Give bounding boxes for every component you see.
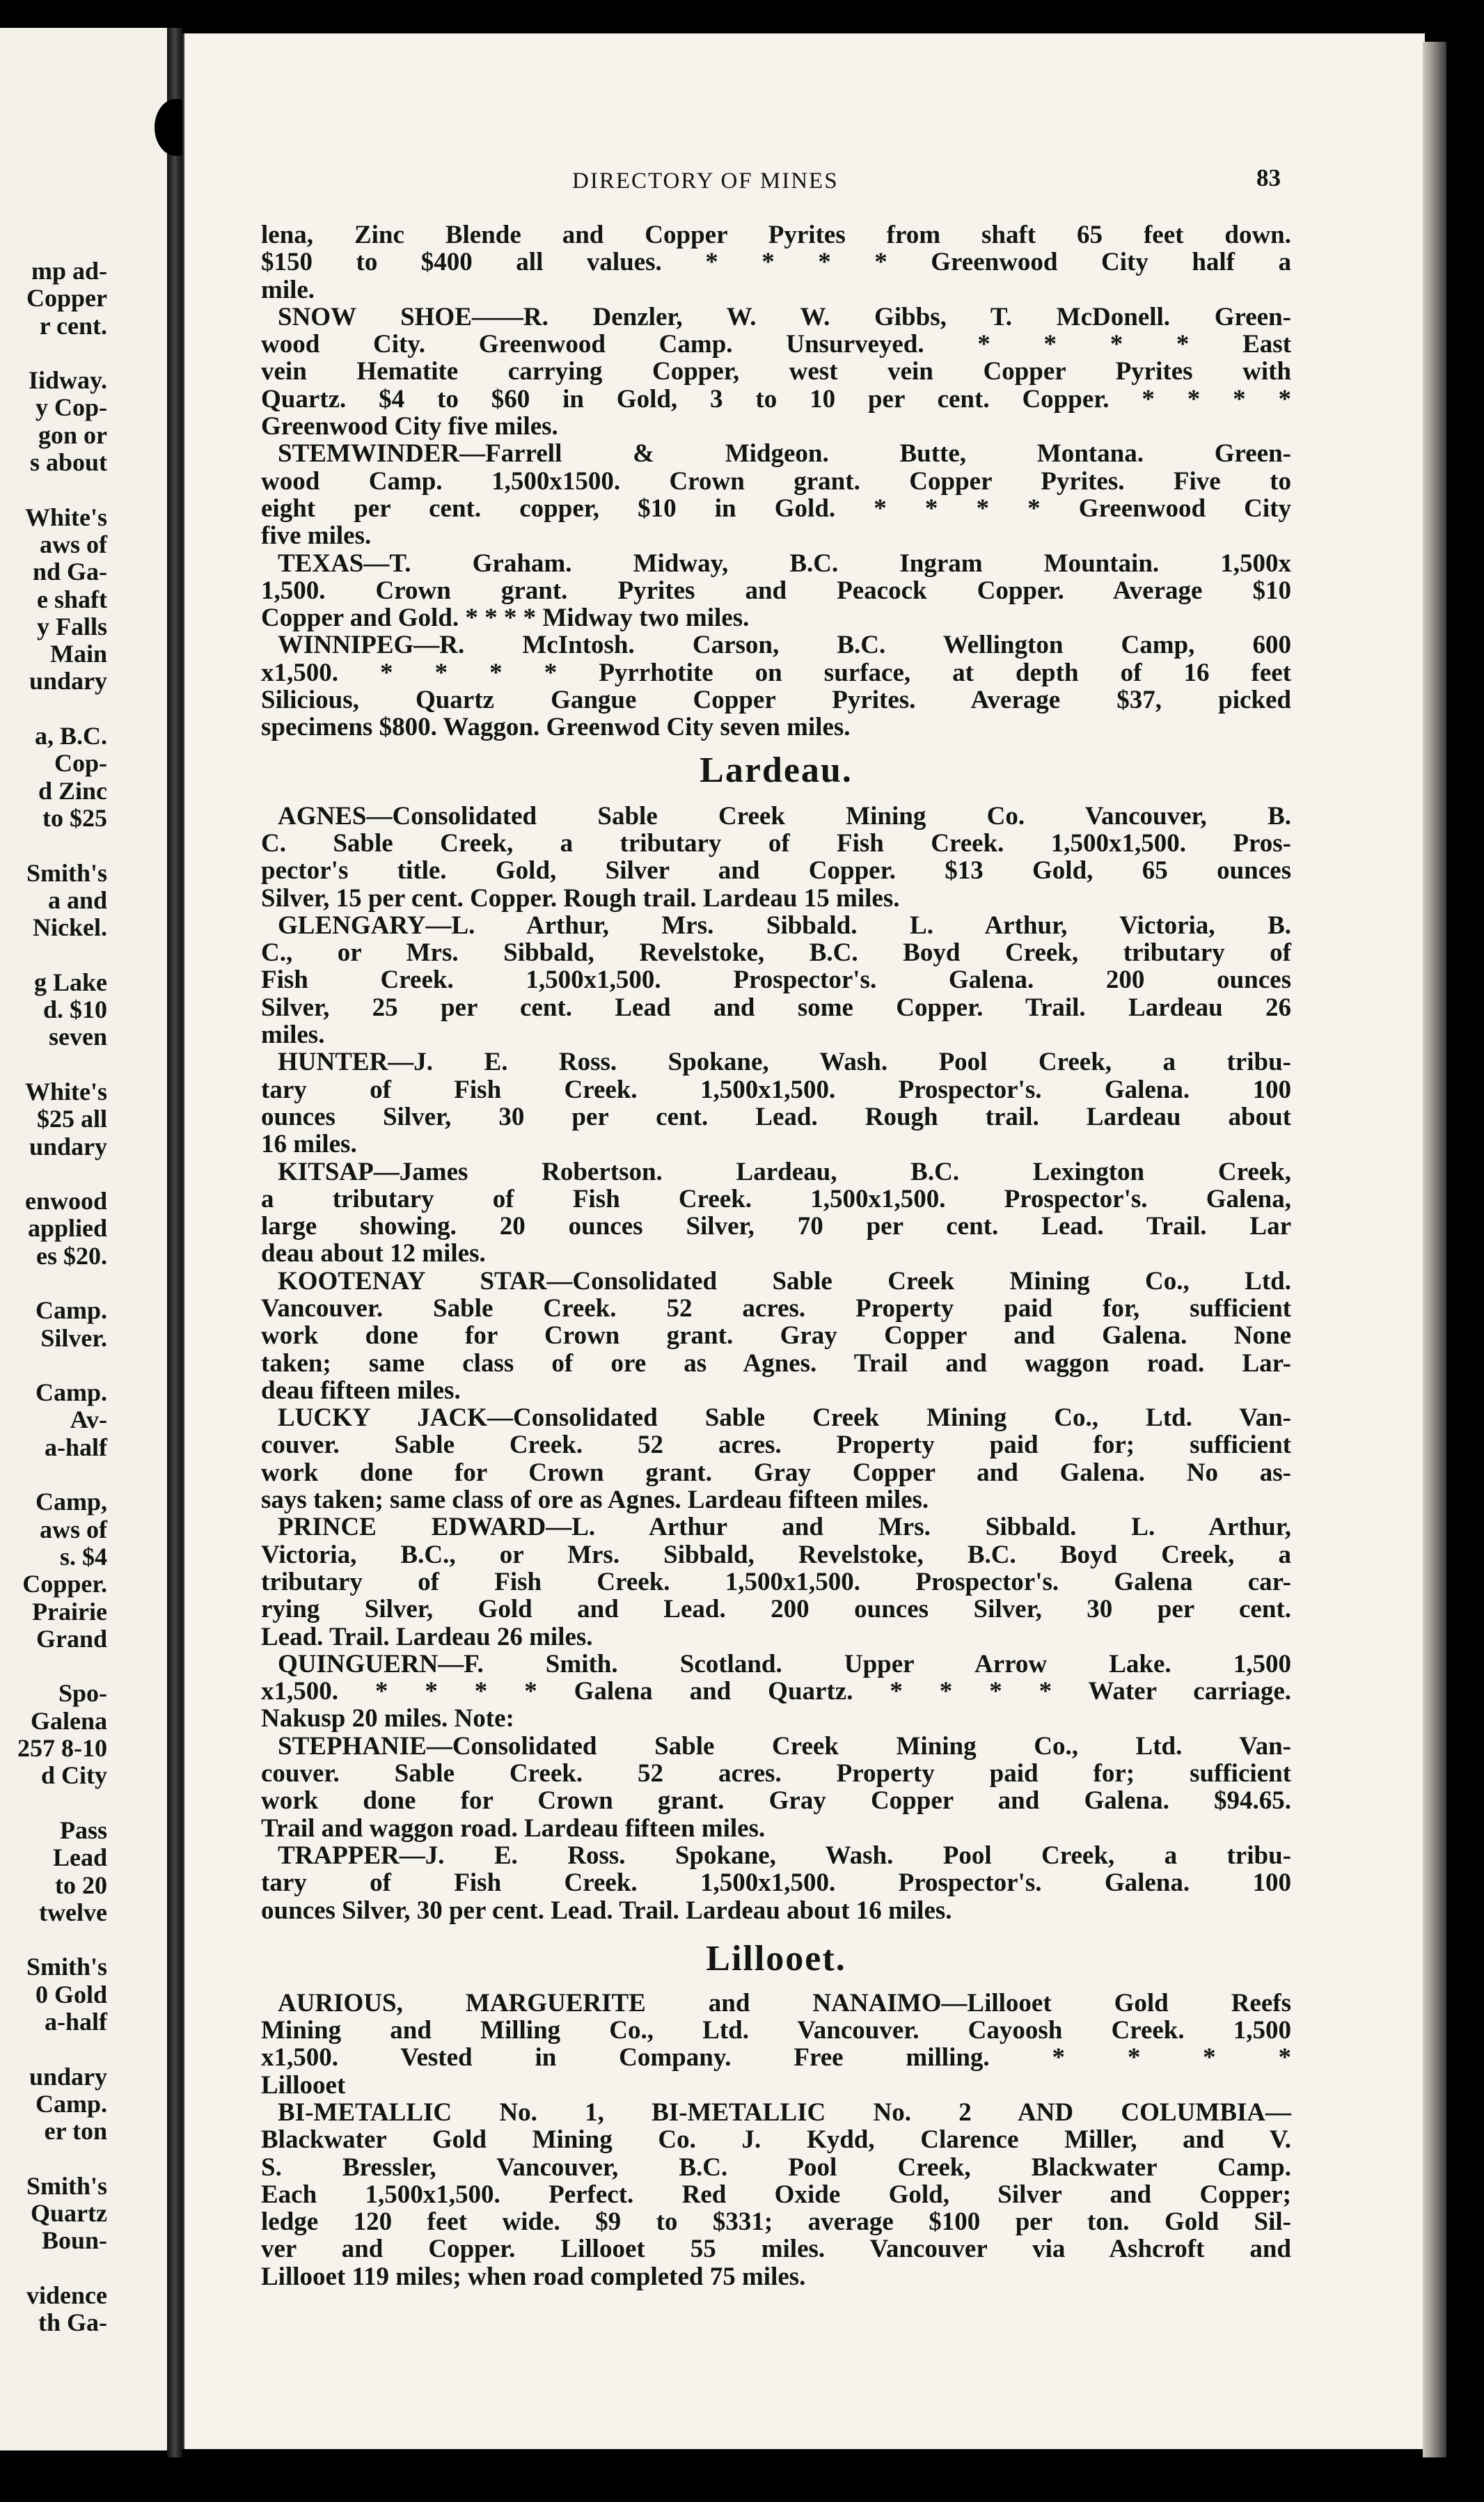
text-line: deau fifteen miles. <box>261 1376 461 1405</box>
fragment-line: Smith's <box>26 1953 107 1981</box>
fragment-line: undary <box>29 1132 107 1160</box>
fragment-line: g Lake <box>33 968 107 996</box>
fragment-line: s about <box>29 448 107 477</box>
fragment-line <box>17 2036 107 2063</box>
text-line: taken; same class of ore as Agnes. Trail and waggon road. Lar- <box>261 1348 1291 1378</box>
text-line: QUINGUERN—F. Smith. Scotland. Upper Arrow Lake. 1,500 <box>278 1649 1291 1678</box>
fragment-line: a-half <box>45 2008 107 2036</box>
text-line: work done for Crown grant. Gray Copper and Galena. No as- <box>261 1458 1291 1487</box>
page-body <box>261 221 1291 2290</box>
fragment-line: nd Ga- <box>32 558 107 586</box>
text-line: Silver, 25 per cent. Lead and some Copper. Trail. Lardeau 26 <box>261 993 1291 1022</box>
text-line: tary of Fish Creek. 1,500x1,500. Prospector's. Galena. 100 <box>261 1075 1291 1104</box>
text-line: TRAPPER—J. E. Ross. Spokane, Wash. Pool Creek, a tribu- <box>278 1841 1291 1870</box>
fragment-line: d. $10 <box>42 996 107 1024</box>
text-line: AURIOUS, MARGUERITE and NANAIMO—Lillooet Gold Reefs <box>278 1988 1291 2017</box>
text-line: LUCKY JACK—Consolidated Sable Creek Mining Co., Ltd. Van- <box>278 1403 1291 1433</box>
text-line: vein Hematite carrying Copper, west vein Copper Pyrites with <box>261 357 1291 386</box>
page-number: 83 <box>1256 164 1281 191</box>
fragment-line <box>17 340 107 367</box>
fragment-line: Nickel. <box>33 913 107 942</box>
text-line: STEMWINDER—Farrell & Midgeon. Butte, Montana. Green- <box>278 439 1291 469</box>
fragment-line: 0 Gold <box>35 1980 107 2008</box>
fragment-line: th Ga- <box>38 2308 107 2337</box>
text-line: mile. <box>261 275 315 304</box>
text-line: work done for Crown grant. Gray Copper and Galena. $94.65. <box>261 1786 1291 1816</box>
fragment-line: Silver. <box>40 1323 107 1352</box>
fragment-line <box>17 941 107 968</box>
text-line: couver. Sable Creek. 52 acres. Property paid for; sufficient <box>261 1759 1291 1788</box>
text-line: WINNIPEG—R. McIntosh. Carson, B.C. Wellington Camp, 600 <box>278 631 1291 660</box>
fragment-line: Iidway. <box>28 366 107 395</box>
fragment-line: d City <box>40 1761 107 1790</box>
fragment-line: 257 8-10 <box>17 1734 107 1763</box>
text-line: SNOW SHOE——R. Denzler, W. W. Gibbs, T. McDonell. Green- <box>278 302 1291 331</box>
text-line: ounces Silver, 30 per cent. Lead. Rough trail. Lardeau about <box>261 1102 1291 1131</box>
fragment-line: Av- <box>70 1406 107 1434</box>
text-line: Quartz. $4 to $60 in Gold, 3 to 10 per cent. Copper. * * * * <box>261 384 1291 414</box>
fragment-line: aws of <box>40 1515 107 1543</box>
previous-page-text <box>17 258 107 2337</box>
fragment-line: Copper. <box>22 1570 107 1598</box>
text-line: Victoria, B.C., or Mrs. Sibbald, Revelstoke, B.C. Boyd Creek, a <box>261 1540 1291 1569</box>
fragment-line: mp ad- <box>31 257 107 285</box>
text-line: large showing. 20 ounces Silver, 70 per cent. Lead. Trail. Lar <box>261 1212 1291 1241</box>
page-edge <box>1423 42 1446 2457</box>
text-line: says taken; same class of ore as Agnes. Lardeau fifteen miles. <box>261 1486 929 1515</box>
text-line: C. Sable Creek, a tributary of Fish Creek. 1,500x1,500. Pros- <box>261 828 1291 858</box>
text-line: Copper and Gold. * * * * Midway two miles. <box>261 604 750 633</box>
fragment-line: es $20. <box>36 1241 107 1270</box>
fragment-line: gon or <box>38 420 107 449</box>
text-line: KOOTENAY STAR—Consolidated Sable Creek Mining Co., Ltd. <box>278 1266 1291 1296</box>
text-line: lena, Zinc Blende and Copper Pyrites from shaft 65 feet down. <box>261 221 1291 249</box>
lillooet-entries <box>261 1990 1291 2290</box>
fragment-line: Smith's <box>26 2171 107 2200</box>
text-line: pector's title. Gold, Silver and Copper. $13 Gold, 65 ounces <box>261 856 1291 886</box>
fragment-line: seven <box>49 1023 107 1051</box>
fragment-line: Camp, <box>35 1488 107 1516</box>
fragment-line: Camp. <box>35 1378 107 1407</box>
fragment-line: Camp. <box>35 1296 107 1325</box>
fragment-line: Cop- <box>54 749 107 778</box>
text-line: Lillooet 119 miles; when road completed 75 miles. <box>261 2262 806 2291</box>
text-line: Mining and Milling Co., Ltd. Vancouver. Cayoosh Creek. 1,500 <box>261 2016 1291 2045</box>
fragment-line: y Cop- <box>35 393 107 422</box>
text-line: KITSAP—James Robertson. Lardeau, B.C. Lexington Creek, <box>278 1157 1291 1186</box>
text-line: rying Silver, Gold and Lead. 200 ounces Silver, 30 per cent. <box>261 1595 1291 1624</box>
fragment-line: Copper <box>26 284 107 313</box>
fragment-line <box>17 832 107 859</box>
fragment-line: a and <box>47 886 107 914</box>
text-line: wood Camp. 1,500x1500. Crown grant. Copper Pyrites. Five to <box>261 466 1291 496</box>
text-line: S. Bressler, Vancouver, B.C. Pool Creek, Blackwater Camp. <box>261 2153 1291 2182</box>
previous-page-strip <box>0 28 169 2450</box>
fragment-line: aws of <box>40 530 107 558</box>
fragment-line <box>17 1352 107 1379</box>
text-line: Vancouver. Sable Creek. 52 acres. Property paid for, sufficient <box>261 1293 1291 1323</box>
fragment-line <box>17 1790 107 1817</box>
fragment-line <box>17 2255 107 2282</box>
fragment-line: Galena <box>30 1706 107 1735</box>
text-line: ver and Copper. Lillooet 55 miles. Vancouver via Ashcroft and <box>261 2235 1291 2264</box>
greenwood-entries <box>261 221 1291 741</box>
text-line: STEPHANIE—Consolidated Sable Creek Mining Co., Ltd. Van- <box>278 1731 1291 1761</box>
fragment-line <box>17 695 107 723</box>
fragment-line: Prairie <box>32 1597 107 1626</box>
text-line: Silver, 15 per cent. Copper. Rough trail. Lardeau 15 miles. <box>261 883 900 913</box>
text-line: Each 1,500x1,500. Perfect. Red Oxide Gold, Silver and Copper; <box>261 2180 1291 2209</box>
fragment-line: r cent. <box>39 311 107 340</box>
text-line: tary of Fish Creek. 1,500x1,500. Prospector's. Galena. 100 <box>261 1868 1291 1898</box>
fragment-line: a-half <box>45 1433 107 1461</box>
fragment-line: s. $4 <box>59 1542 107 1571</box>
text-line: a tributary of Fish Creek. 1,500x1,500. Prospector's. Galena, <box>261 1184 1291 1213</box>
text-line: ledge 120 feet wide. $9 to $331; average $100 per ton. Gold Sil- <box>261 2208 1291 2237</box>
text-line: x1,500. * * * * Galena and Quartz. * * * * Water carriage. <box>261 1677 1291 1706</box>
text-line: HUNTER—J. E. Ross. Spokane, Wash. Pool Creek, a tribu- <box>278 1048 1291 1077</box>
text-line: C., or Mrs. Sibbald, Revelstoke, B.C. Boyd Creek, tributary of <box>261 938 1291 968</box>
text-line: tributary of Fish Creek. 1,500x1,500. Prospector's. Galena car- <box>261 1567 1291 1596</box>
fragment-line: $25 all <box>36 1105 107 1133</box>
text-line: PRINCE EDWARD—L. Arthur and Mrs. Sibbald. L. Arthur, <box>278 1513 1291 1542</box>
fragment-line <box>17 1160 107 1188</box>
text-line: $150 to $400 all values. * * * * Greenwood City half a <box>261 248 1291 277</box>
text-line: Greenwood City five miles. <box>261 412 558 441</box>
text-line: ounces Silver, 30 per cent. Lead. Trail. Lardeau about 16 miles. <box>261 1896 952 1925</box>
fragment-line: to $25 <box>42 803 107 832</box>
text-line: x1,500. * * * * Pyrrhotite on surface, at depth of 16 feet <box>261 658 1291 687</box>
text-line: x1,500. Vested in Company. Free milling. * * * * <box>261 2043 1291 2072</box>
fragment-line: Camp. <box>35 2089 107 2118</box>
text-line: AGNES—Consolidated Sable Creek Mining Co. Vancouver, B. <box>278 801 1291 831</box>
text-line: Lillooet <box>261 2070 346 2100</box>
fragment-line: a, B.C. <box>34 722 107 750</box>
fragment-line: White's <box>24 1077 107 1106</box>
text-line: wood City. Greenwood Camp. Unsurveyed. * * * * East <box>261 330 1291 359</box>
fragment-line: Quartz <box>31 2199 107 2228</box>
fragment-line <box>17 1653 107 1680</box>
text-line: eight per cent. copper, $10 in Gold. * * * * Greenwood City <box>261 494 1291 523</box>
text-line: Silicious, Quartz Gangue Copper Pyrites. Average $37, picked <box>261 686 1291 715</box>
fragment-line: d Zinc <box>38 776 107 805</box>
fragment-line: Lead <box>52 1843 107 1872</box>
section-heading-lardeau: Lardeau. <box>700 750 853 790</box>
fragment-line: Grand <box>35 1624 107 1653</box>
fragment-line <box>17 1051 107 1078</box>
fragment-line: enwood <box>24 1187 107 1215</box>
fragment-line <box>17 1270 107 1297</box>
fragment-line: applied <box>27 1214 107 1243</box>
text-line: deau about 12 miles. <box>261 1239 486 1268</box>
text-line: 1,500. Crown grant. Pyrites and Peacock Copper. Average $10 <box>261 576 1291 605</box>
text-line: Lead. Trail. Lardeau 26 miles. <box>261 1622 593 1651</box>
fragment-line <box>17 1926 107 1953</box>
lardeau-entries <box>261 803 1291 1924</box>
text-line: Fish Creek. 1,500x1,500. Prospector's. Galena. 200 ounces <box>261 966 1291 995</box>
fragment-line: vidence <box>26 2281 107 2309</box>
text-line: five miles. <box>261 521 372 551</box>
fragment-line: Main <box>49 640 107 668</box>
text-line: specimens $800. Waggon. Greenwod City seven miles. <box>261 713 851 742</box>
fragment-line: Pass <box>59 1816 107 1844</box>
text-line: 16 miles. <box>261 1130 357 1159</box>
text-line: BI-METALLIC No. 1, BI-METALLIC No. 2 AND COLUMBIA— <box>278 2098 1291 2127</box>
fragment-line: twelve <box>39 1898 107 1926</box>
fragment-line: Smith's <box>26 858 107 887</box>
text-line: Trail and waggon road. Lardeau fifteen miles. <box>261 1813 766 1843</box>
fragment-line <box>17 1461 107 1488</box>
fragment-line: undary <box>29 667 107 695</box>
fragment-line <box>17 2145 107 2172</box>
text-line: Blackwater Gold Mining Co. J. Kydd, Clarence Miller, and V. <box>261 2125 1291 2155</box>
text-line: TEXAS—T. Graham. Midway, B.C. Ingram Mountain. 1,500x <box>278 549 1291 578</box>
text-line: work done for Crown grant. Gray Copper and Galena. None <box>261 1321 1291 1351</box>
text-line: couver. Sable Creek. 52 acres. Property paid for; sufficient <box>261 1431 1291 1460</box>
fragment-line: y Falls <box>36 612 107 640</box>
fragment-line: to 20 <box>55 1871 107 1899</box>
book-gutter <box>167 28 182 2457</box>
fragment-line: White's <box>24 503 107 531</box>
fragment-line: undary <box>29 2062 107 2091</box>
fragment-line: Boun- <box>41 2226 107 2255</box>
section-heading-lillooet: Lillooet. <box>706 1938 846 1978</box>
fragment-line <box>17 476 107 503</box>
fragment-line: er ton <box>44 2117 107 2146</box>
text-line: miles. <box>261 1021 325 1050</box>
fragment-line: e shaft <box>37 585 107 613</box>
running-header: DIRECTORY OF MINES <box>572 168 839 194</box>
text-line: Nakusp 20 miles. Note: <box>261 1704 514 1733</box>
fragment-line: Spo- <box>58 1679 107 1708</box>
text-line: GLENGARY—L. Arthur, Mrs. Sibbald. L. Arthur, Victoria, B. <box>278 911 1291 940</box>
